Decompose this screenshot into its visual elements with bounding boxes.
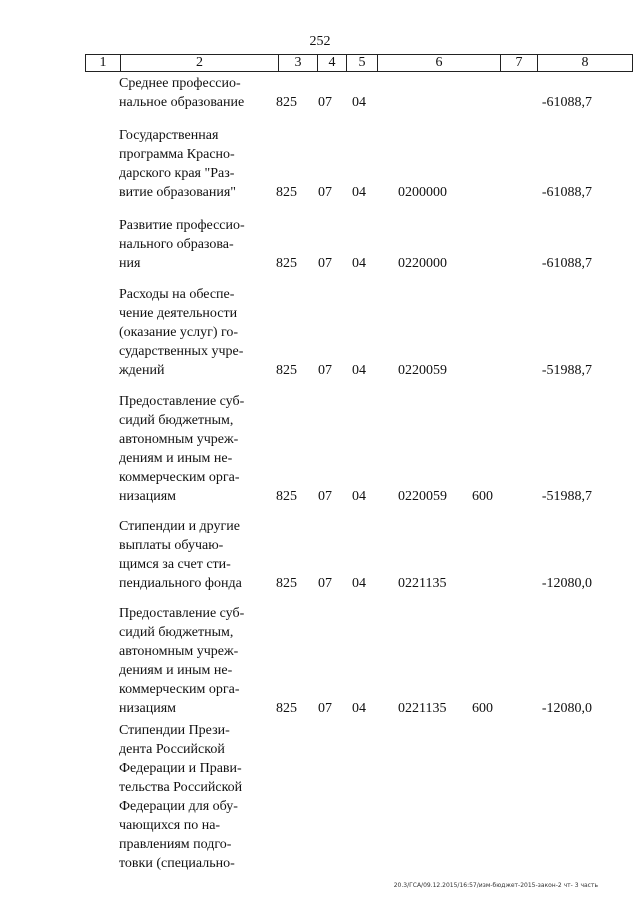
row-col3-value: 825 [276,363,297,378]
column-header-2: 2 [121,55,279,72]
row-col5-value: 04 [352,185,366,200]
row-col5-value: 04 [352,363,366,378]
row-col7-value: 600 [472,701,493,716]
row-description: Расходы на обеспе- чение деятельности (оказание услуг) го- сударственных учре- ждений [119,287,244,378]
row-col5-value: 04 [352,489,366,504]
column-header-1: 1 [86,55,121,72]
row-col8-value: -12080,0 [541,701,592,716]
row-col4-value: 07 [318,185,332,200]
column-header-row [86,55,633,72]
row-description: Среднее профессио- нальное образование [119,76,245,110]
row-col8-value: -61088,7 [541,95,592,110]
column-header-5: 5 [347,55,378,72]
row-col3-value: 825 [276,95,297,110]
row-col5-value: 04 [352,576,366,591]
row-col5-value: 04 [352,95,366,110]
column-header-table [85,54,633,72]
column-header-8: 8 [538,55,633,72]
page-number: 252 [309,34,331,49]
row-description: Стипендии и другие выплаты обучаю- щимся за счет сти- пендиального фонда [119,519,242,591]
row-col5-value: 04 [352,701,366,716]
row-col3-value: 825 [276,185,297,200]
row-col4-value: 07 [318,576,332,591]
row-col8-value: -61088,7 [541,256,592,271]
row-col3-value: 825 [276,256,297,271]
row-col3-value: 825 [276,576,297,591]
document-footer: 20.3/ГСА/09.12.2015/16:57/изм-бюджет-2015-закон-2 чт- 3 часть [393,882,598,889]
row-col6-value: 0221135 [398,701,447,716]
row-col4-value: 07 [318,701,332,716]
row-col8-value: -61088,7 [541,185,592,200]
row-col8-value: -12080,0 [541,576,592,591]
column-header-7: 7 [501,55,538,72]
row-col7-value: 600 [472,489,493,504]
row-col8-value: -51988,7 [541,363,592,378]
column-header-3: 3 [279,55,318,72]
row-col4-value: 07 [318,256,332,271]
row-col6-value: 0220059 [398,489,447,504]
row-description: Предоставление суб- сидий бюджетным, автономным учреж- дениям и иным не- коммерческим орга- низациям [119,606,245,716]
row-description: Предоставление суб- сидий бюджетным, автономным учреж- дениям и иным не- коммерческим орга- низациям [119,394,245,504]
row-description: Развитие профессио- нального образова- ния [119,218,245,271]
row-col3-value: 825 [276,489,297,504]
row-description: Государственная программа Красно- дарского края "Раз- витие образования" [119,128,236,200]
column-header-6: 6 [378,55,501,72]
row-col4-value: 07 [318,363,332,378]
row-col6-value: 0220059 [398,363,447,378]
row-col4-value: 07 [318,95,332,110]
row-col6-value: 0221135 [398,576,447,591]
row-col3-value: 825 [276,701,297,716]
row-col6-value: 0200000 [398,185,447,200]
row-col5-value: 04 [352,256,366,271]
column-header-4: 4 [318,55,347,72]
row-col8-value: -51988,7 [541,489,592,504]
row-col6-value: 0220000 [398,256,447,271]
row-col4-value: 07 [318,489,332,504]
row-description: Стипендии Прези- дента Российской Федерации и Прави- тельства Российской Федерации для обу- чающихся по на- правлениям подго- товки (специально- [119,723,243,871]
